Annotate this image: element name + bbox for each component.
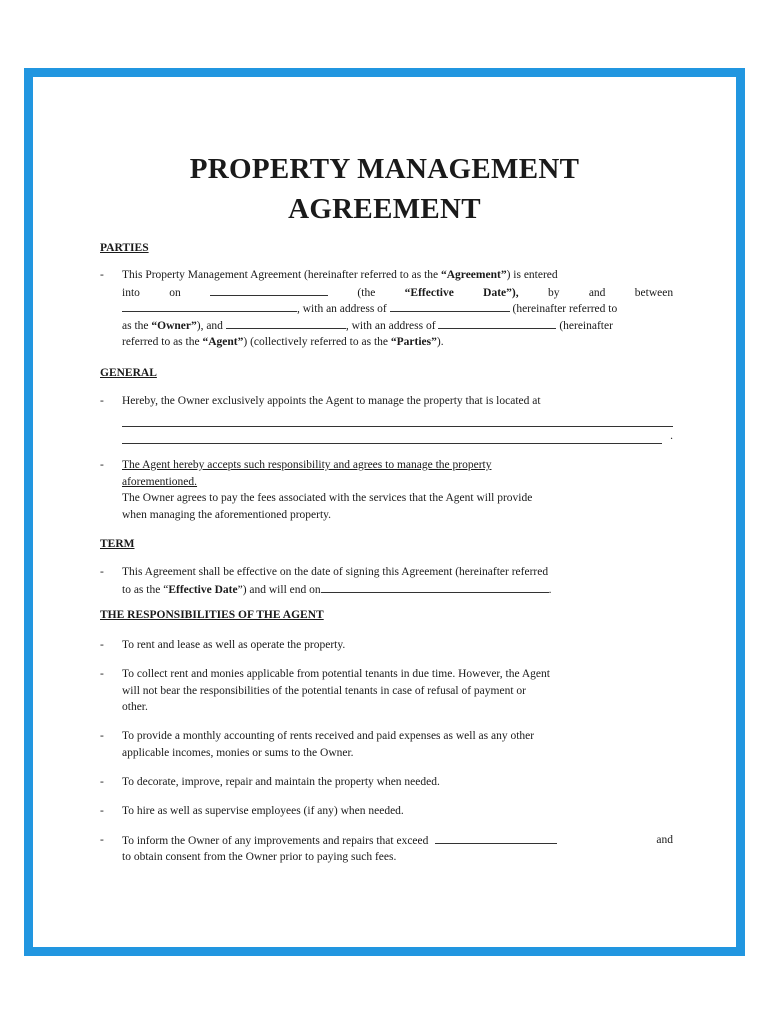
parties-clause: [100, 267, 673, 350]
bullet-dash: -: [100, 805, 104, 817]
bullet-dash: -: [100, 730, 104, 742]
end-date-blank[interactable]: [321, 581, 549, 593]
threshold-amount-blank[interactable]: [435, 832, 557, 844]
document-frame: [24, 68, 745, 956]
parties-heading: PARTIES: [100, 242, 149, 254]
bullet-dash: -: [100, 776, 104, 788]
bullet-dash: -: [100, 459, 104, 471]
blank-field[interactable]: [226, 317, 346, 329]
bullet-dash: -: [100, 269, 104, 281]
responsibility-item: - To rent and lease as well as operate the property.: [100, 637, 673, 654]
parties-clause-text: This Property Management Agreement (hereinafter referred to as the “Agreement”) is entered into on (the “Effective Date”), by and between , with an address of (hereinafter referred to as the “Owner”), and , with an address of (hereinafter referred to as the “Agent”) (collectively referred to as the “Parties”).: [122, 269, 674, 348]
blank-field[interactable]: [390, 300, 510, 312]
bullet-dash: -: [100, 395, 104, 407]
responsibilities-heading: THE RESPONSIBILITIES OF THE AGENT: [100, 609, 324, 621]
term-clause: - This Agreement shall be effective on the date of signing this Agreement (hereinafter referred to as the “Effective Date”) and will end on .: [100, 566, 552, 596]
blank-field[interactable]: [438, 317, 556, 329]
bullet-dash: -: [100, 834, 104, 846]
bullet-dash: -: [100, 566, 104, 578]
address-blank-line-2[interactable]: [122, 427, 662, 444]
responsibility-item: - To inform the Owner of any improvements and repairs that exceed and to obtain consent from the Owner prior to paying such fees.: [100, 834, 673, 863]
general-clause-1-text: Hereby, the Owner exclusively appoints the Agent to manage the property that is located at: [122, 395, 541, 407]
general-clause-1: - Hereby, the Owner exclusively appoints the Agent to manage the property that is located at .: [100, 395, 673, 442]
term-heading: TERM: [100, 538, 135, 550]
document-title-line-2: AGREEMENT: [288, 193, 481, 225]
document-title-line-1: PROPERTY MANAGEMENT: [189, 153, 580, 185]
responsibility-item: - To hire as well as supervise employees (if any) when needed.: [100, 803, 673, 820]
responsibility-item: - To collect rent and monies applicable from potential tenants in due time. However, the Agent will not bear the responsibilities of the potential tenants in case of refusal of payment or other.: [100, 668, 550, 714]
responsibility-item: - To decorate, improve, repair and maintain the property when needed.: [100, 774, 673, 791]
address-blank-line-1[interactable]: [122, 410, 673, 427]
bullet-dash: -: [100, 639, 104, 651]
bullet-dash: -: [100, 668, 104, 680]
blank-field[interactable]: [210, 284, 328, 296]
blank-field[interactable]: [122, 300, 297, 312]
responsibility-item: - To provide a monthly accounting of rents received and paid expenses as well as any other applicable incomes, monies or sums to the Owner.: [100, 730, 535, 759]
general-heading: GENERAL: [100, 367, 157, 379]
general-clause-2: - The Agent hereby accepts such responsibility and agrees to manage the property aforementioned. The Owner agrees to pay the fees associated with the services that the Agent will provide when managing the aforementioned property.: [100, 459, 533, 522]
